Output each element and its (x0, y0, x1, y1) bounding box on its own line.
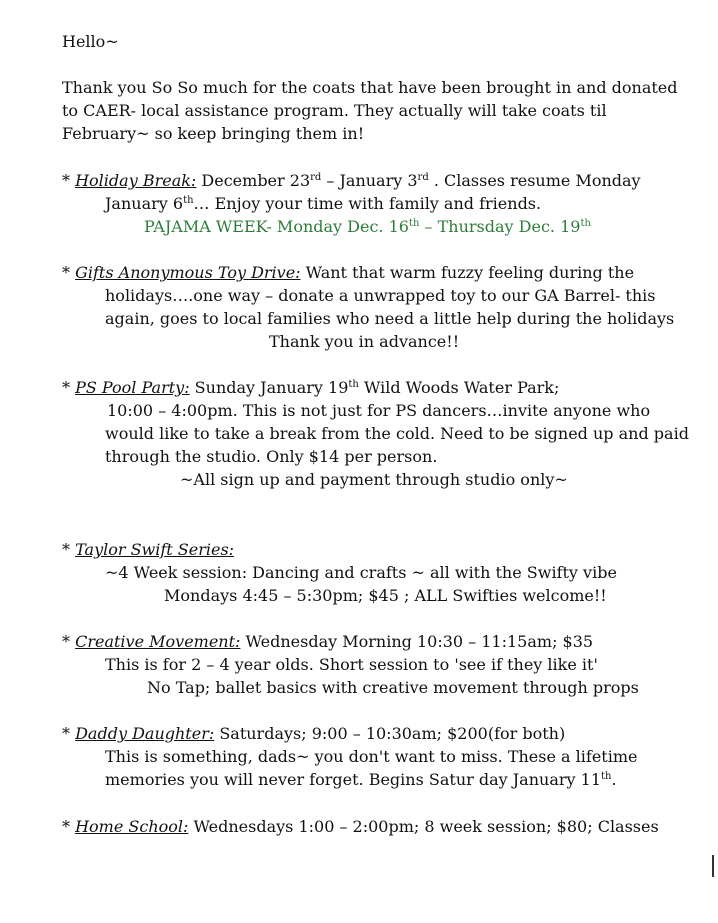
ordinal-suffix: th (183, 195, 194, 206)
pool-party-line-1 (62, 376, 559, 399)
gifts-line-2: holidays….one way – donate a unwrapped toy to our GA Barrel- this (105, 286, 656, 305)
daddy-heading: Daddy Daughter: (75, 724, 215, 743)
greeting: Hello~ (62, 32, 119, 51)
gifts-line-3: again, goes to local families who need a little help during the holidays (105, 309, 675, 328)
ordinal-suffix: th (348, 379, 359, 390)
creative-line-1 (62, 630, 593, 653)
daddy-text-3-end: . (611, 770, 617, 789)
holiday-break-line-1 (62, 169, 641, 192)
pool-party-heading: PS Pool Party: (75, 378, 190, 397)
swift-line-3: Mondays 4:45 – 5:30pm; $45 ; ALL Swifties welcome!! (164, 586, 607, 605)
creative-line-2: This is for 2 – 4 year olds. Short session to 'see if they like it' (105, 655, 598, 674)
pajama-week-text-2: – Thursday Dec. 19 (419, 217, 581, 236)
pool-party-date: Sunday January 19 (189, 378, 349, 397)
pool-party-line-2: 10:00 – 4:00pm. This is not just for PS dancers…invite anyone who (107, 401, 651, 420)
creative-text-1: Wednesday Morning 10:30 – 11:15am; $35 (240, 632, 594, 651)
intro-line-1: Thank you So So much for the coats that have been brought in and donated (62, 78, 678, 97)
ordinal-suffix: rd (417, 172, 429, 183)
home-school-text: Wednesdays 1:00 – 2:00pm; 8 week session; $80; Classes (188, 817, 659, 836)
bullet-marker: * (62, 171, 70, 190)
creative-heading: Creative Movement: (75, 632, 241, 651)
daddy-line-1 (62, 722, 565, 745)
pool-party-line-5: ~All sign up and payment through studio only~ (180, 470, 568, 489)
home-school-line-1 (62, 815, 659, 838)
intro-line-2: to CAER- local assistance program. They actually will take coats til (62, 101, 607, 120)
bullet-marker: * (62, 540, 70, 559)
intro-line-3: February~ so keep bringing them in! (62, 124, 365, 143)
pool-party-line-4: through the studio. Only $14 per person. (105, 447, 438, 466)
gifts-line-4: Thank you in advance!! (269, 332, 460, 351)
bullet-marker: * (62, 724, 70, 743)
holiday-break-line-2 (105, 192, 541, 215)
daddy-line-2: This is something, dads~ you don't want to miss. These a lifetime (105, 747, 638, 766)
holiday-break-heading: Holiday Break: (75, 171, 197, 190)
pool-party-venue: Wild Woods Water Park; (358, 378, 560, 397)
swift-line-1 (62, 538, 234, 561)
pool-party-line-3: would like to take a break from the cold. Need to be signed up and paid (105, 424, 689, 443)
swift-heading: Taylor Swift Series: (75, 540, 235, 559)
bullet-marker: * (62, 817, 70, 836)
home-school-heading: Home School: (75, 817, 189, 836)
bullet-marker: * (62, 263, 70, 282)
creative-line-3: No Tap; ballet basics with creative movement through props (147, 678, 639, 697)
daddy-text-3: memories you will never forget. Begins Satur day January 11 (105, 770, 601, 789)
ordinal-suffix: th (601, 771, 612, 782)
daddy-text-1: Saturdays; 9:00 – 10:30am; $200(for both) (214, 724, 566, 743)
page-edge-mark (712, 855, 714, 877)
swift-line-2: ~4 Week session: Dancing and crafts ~ all with the Swifty vibe (105, 563, 617, 582)
holiday-resume-text: . Classes resume Monday (428, 171, 641, 190)
daddy-line-3 (105, 768, 617, 791)
ordinal-suffix: rd (310, 172, 322, 183)
bullet-marker: * (62, 632, 70, 651)
ordinal-suffix: th (408, 218, 420, 229)
gifts-heading: Gifts Anonymous Toy Drive: (75, 263, 301, 282)
ordinal-suffix: th (580, 218, 591, 229)
gifts-text-1: Want that warm fuzzy feeling during the (300, 263, 635, 282)
holiday-dates-text: December 23 (196, 171, 311, 190)
holiday-resume-date: January 6 (105, 194, 184, 213)
bullet-marker: * (62, 378, 70, 397)
gifts-line-1 (62, 261, 634, 284)
holiday-enjoy-text: … Enjoy your time with family and friends. (193, 194, 542, 213)
pajama-week-line (144, 215, 591, 238)
holiday-dates-text-2: – January 3 (321, 171, 418, 190)
pajama-week-text: PAJAMA WEEK- Monday Dec. 16 (144, 217, 409, 236)
